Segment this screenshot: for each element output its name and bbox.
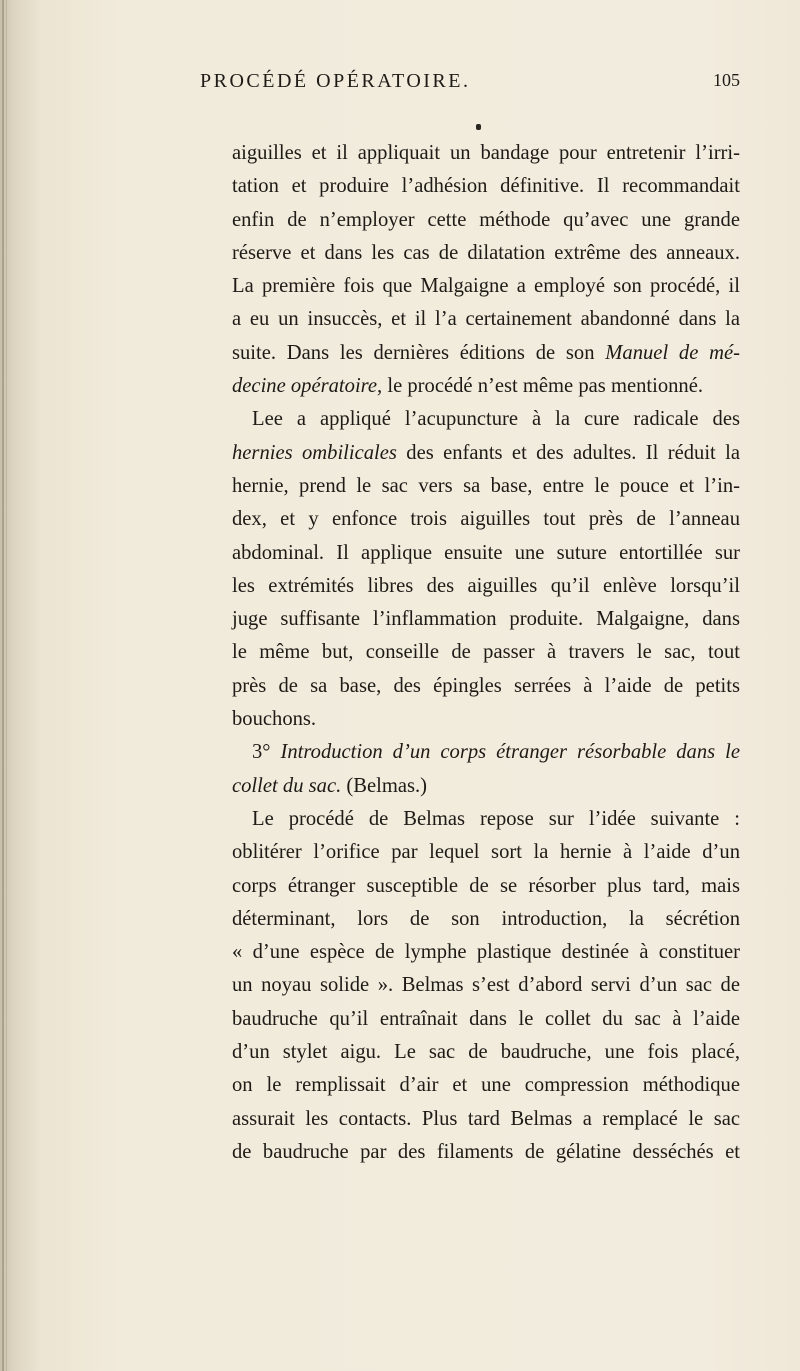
text-segment: corps étranger susceptible de se résorber plus tard, mais	[232, 874, 740, 897]
text-segment: a eu un insuccès, et il l’a certainement abandonné dans la	[232, 308, 740, 331]
text-segment: réserve et dans les cas de dilatation extrême des anneaux.	[232, 241, 740, 264]
text-line	[232, 270, 740, 303]
text-segment: des enfants et des adultes. Il réduit la	[396, 441, 740, 464]
text-segment: hernie, prend le sac vers sa base, entre le pouce et l’in-	[232, 474, 740, 497]
italic-text: hernies ombilicales	[232, 441, 397, 464]
text-line	[232, 803, 740, 836]
text-line	[232, 470, 740, 503]
text-segment: déterminant, lors de son introduction, la sécrétion	[232, 907, 740, 930]
page-edge-shadow	[2, 0, 4, 1371]
text-segment: de baudruche par des filaments de gélatine desséchés et	[232, 1140, 740, 1163]
text-line	[232, 437, 740, 470]
page-number: 105	[713, 70, 740, 90]
text-line	[232, 903, 740, 936]
text-segment: dex, et y enfonce trois aiguilles tout près de l’anneau	[232, 508, 740, 531]
text-line	[232, 170, 740, 203]
text-line	[232, 537, 740, 570]
text-line	[232, 603, 740, 636]
text-line	[232, 503, 740, 536]
text-line	[232, 137, 740, 170]
running-head-title: PROCÉDÉ OPÉRATOIRE.	[200, 70, 471, 92]
ink-mark	[476, 124, 481, 130]
text-line	[232, 770, 740, 803]
text-segment: enfin de n’employer cette méthode qu’avec une grande	[232, 208, 740, 231]
text-segment: le procédé n’est même pas mentionné.	[382, 375, 704, 398]
text-segment: Lee a appliqué l’acupuncture à la cure radicale des	[252, 408, 740, 431]
text-line	[232, 936, 740, 969]
text-line	[232, 570, 740, 603]
text-segment: bouchons.	[232, 708, 317, 731]
text-line	[232, 636, 740, 669]
italic-text: decine opératoire,	[232, 375, 383, 398]
running-head	[200, 70, 740, 100]
text-segment: (Belmas.)	[341, 774, 428, 797]
text-segment: suite. Dans les dernières éditions de son	[232, 341, 606, 364]
text-segment: aiguilles et il appliquait un bandage pour entretenir l’irri-	[232, 142, 740, 164]
text-line	[232, 1136, 740, 1169]
text-segment: La première fois que Malgaigne a employé son procédé, il	[232, 275, 740, 298]
page-edge-line	[6, 0, 7, 1371]
text-line	[232, 1036, 740, 1069]
text-segment: 3°	[252, 741, 281, 764]
text-line	[232, 670, 740, 703]
text-segment: près de sa base, des épingles serrées à l’aide de petits	[232, 674, 740, 697]
text-line	[232, 204, 740, 237]
text-segment: abdominal. Il applique ensuite une suture entortillée sur	[232, 541, 740, 564]
text-line	[232, 370, 740, 403]
text-line	[232, 703, 740, 736]
text-segment: assurait les contacts. Plus tard Belmas a remplacé le sac	[232, 1107, 740, 1130]
text-segment: le même but, conseille de passer à travers le sac, tout	[232, 641, 740, 664]
italic-text: collet du sac.	[232, 774, 342, 797]
text-segment: « d’une espèce de lymphe plastique destinée à constituer	[232, 941, 740, 964]
text-segment: les extrémités libres des aiguilles qu’il enlève lorsqu’il	[232, 574, 740, 597]
text-line	[232, 736, 740, 769]
text-line	[232, 337, 740, 370]
text-line	[232, 237, 740, 270]
text-segment: un noyau solide ». Belmas s’est d’abord servi d’un sac de	[232, 974, 740, 997]
text-line	[232, 1003, 740, 1036]
text-segment: on le remplissait d’air et une compression méthodique	[232, 1074, 740, 1097]
text-segment: Le procédé de Belmas repose sur l’idée suivante :	[252, 807, 740, 830]
body-text	[232, 137, 740, 1169]
text-line	[232, 969, 740, 1002]
italic-text: Introduction d’un corps étranger résorbable dans le	[280, 741, 740, 764]
text-line	[232, 1069, 740, 1102]
text-line	[232, 836, 740, 869]
text-segment: d’un stylet aigu. Le sac de baudruche, une fois placé,	[232, 1041, 740, 1064]
text-segment: oblitérer l’orifice par lequel sort la hernie à l’aide d’un	[232, 841, 740, 864]
text-segment: juge suffisante l’inflammation produite. Malgaigne, dans	[232, 608, 740, 631]
text-line	[232, 1103, 740, 1136]
text-line	[232, 303, 740, 336]
text-line	[232, 403, 740, 436]
italic-text: Manuel de mé-	[605, 341, 740, 364]
text-line	[232, 870, 740, 903]
text-segment: tation et produire l’adhésion définitive. Il recommandait	[232, 175, 740, 198]
text-segment: baudruche qu’il entraînait dans le collet du sac à l’aide	[232, 1007, 740, 1030]
